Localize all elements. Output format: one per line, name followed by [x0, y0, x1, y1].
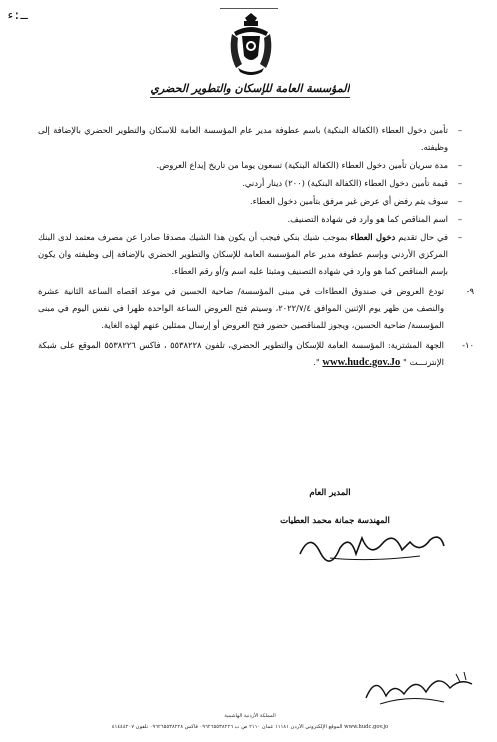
item-number: -٩ — [466, 286, 474, 296]
bullet-item — [38, 229, 464, 280]
numbered-text — [38, 340, 444, 367]
bullet-item — [38, 211, 464, 228]
text-fragment: ". — [313, 357, 323, 367]
numbered-text: تودع العروض في صندوق العطاءات في مبنى المؤسسة/ ضاحية الحسين في موعد اقصاه الساعة الثانية عشرة والنصف من ظهر يوم الإثنين الموافق ٢٠٢٢/٧/٤، وسيتم فتح العروض الساعة الواحدة ظهرا في نفس اليوم في مبنى المؤسسة/ ضاحية الحسين، ويجوز للمناقصين حضور فتح العروض أو إرسال ممثلين عنهم لهذه الغاية. — [38, 286, 444, 330]
handwritten-initials — [360, 664, 480, 708]
signatory-title: المدير العام — [309, 488, 351, 498]
numbered-item — [38, 337, 474, 371]
footer-country: المملكة الأردنية الهاشمية — [224, 713, 276, 719]
bullet-marker: – — [457, 196, 462, 206]
bullet-text: مدة سريان تأمين دخول العطاء (الكفالة البنكية) تسعون يوما من تاريخ إيداع العروض. — [156, 160, 448, 170]
bullet-item — [38, 193, 464, 210]
website-link[interactable]: www.hudc.gov.Jo — [322, 357, 401, 368]
bullet-marker: – — [457, 125, 462, 135]
crown-emblem-icon — [228, 12, 274, 78]
bullet-text — [38, 232, 448, 276]
bullet-item — [38, 175, 464, 192]
bullet-marker: – — [457, 160, 462, 170]
bullet-item — [38, 122, 464, 156]
signatory-name: المهندسة جمانة محمد العطيات — [280, 516, 390, 526]
handwritten-signature — [290, 524, 450, 564]
bullet-text: تأمين دخول العطاء (الكفالة البنكية) باسم عطوفة مدير عام المؤسسة العامة للاسكان والتطوير الحضري بالإضافة إلى وظيفته. — [38, 125, 448, 152]
bullet-text: اسم المناقص كما هو وارد في شهادة التصنيف. — [287, 214, 448, 224]
bullet-text: سوف يتم رفض أي عرض غير مرفق بتأمين دخول العطاء. — [249, 196, 448, 206]
bullet-item — [38, 157, 464, 174]
text-fragment: الجهة المشترية: المؤسسة العامة للإسكان والتطوير الحضري، تلفون ٥٥٣٨٢٢٨ ، فاكس ٥٥٣٨٢٢٦ الموقع على شبكة الإنترنـــت " — [38, 340, 444, 367]
text-fragment: بموجب شيك بنكي فيجب أن يكون هذا الشيك مصدقا صادرا عن مصرف معتمد لدى البنك المركزي الأردني وبإسم عطوفة مدير عام المؤسسة العامة للإسكان والتطوير الحضري بالإضافة إلى وظيفته وان يكون بإسم المناقص كما هو وارد في شهادة التصنيف ومثبتا عليه اسم و/أو رقم العطاء. — [38, 232, 448, 276]
numbered-item — [38, 283, 474, 334]
footer-contact: www.hudc.gov.jo الموقع الإلكتروني الأردن ١١١٨١ عمان ٢١١٠ ص ب ٠٩٦٢٦٥٥٣٨٢٢٦ فاكس ٠٩٦٢٦٥٥٣٨٢٢٨ تلفون ٤١٤٤٤٢٠٧ — [111, 724, 389, 730]
bullet-marker: – — [457, 214, 462, 224]
item-number: -١٠ — [462, 340, 474, 350]
header-rule — [220, 8, 278, 9]
organization-name: المؤسسة العامة للإسكان والتطوير الحضري — [150, 82, 350, 98]
bold-fragment: دخول العطاء — [350, 232, 396, 242]
bullet-text: قيمة تأمين دخول العطاء (الكفالة البنكية) (٢٠٠) دينار أردني. — [242, 178, 448, 188]
bullet-marker: – — [457, 178, 462, 188]
corner-mark: ـ:ء — [6, 8, 28, 22]
bullet-marker: – — [457, 232, 462, 242]
document-body — [38, 122, 474, 372]
text-fragment: في حال تقديم — [395, 232, 449, 242]
